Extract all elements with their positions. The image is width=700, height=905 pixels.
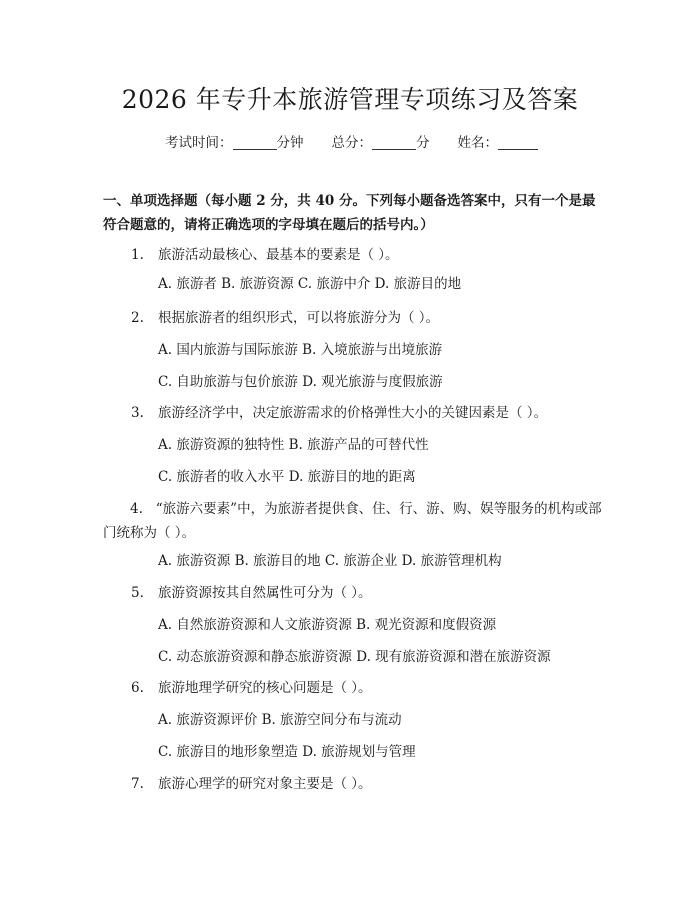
- question-number: 3.: [131, 405, 144, 421]
- question-6-options-c: C. 旅游目的地形象塑造 D. 旅游规划与管理: [158, 744, 416, 760]
- question-number: 2.: [131, 310, 144, 326]
- question-number: 4.: [130, 501, 143, 517]
- question-6-options-a: A. 旅游资源评价 B. 旅游空间分布与流动: [158, 712, 402, 728]
- question-4: [103, 497, 608, 545]
- name-blank: [498, 135, 538, 150]
- question-text: “旅游六要素”中，为旅游者提供食、住、行、游、购、娱等服务的机构或部门统称为（ ）。: [103, 501, 602, 541]
- question-3-options-a: A. 旅游资源的独特性 B. 旅游产品的可替代性: [158, 437, 429, 453]
- question-5-options-c: C. 动态旅游资源和静态旅游资源 D. 现有旅游资源和潜在旅游资源: [158, 649, 551, 665]
- question-6: [131, 678, 372, 698]
- exam-info-line: [165, 131, 538, 151]
- score-label: 总分：: [331, 135, 372, 151]
- question-2: [131, 308, 439, 328]
- question-4-options: A. 旅游资源 B. 旅游目的地 C. 旅游企业 D. 旅游管理机构: [158, 553, 502, 569]
- question-2-options-c: C. 自助旅游与包价旅游 D. 观光旅游与度假旅游: [158, 374, 443, 390]
- question-3: [131, 403, 547, 423]
- question-1-options: A. 旅游者 B. 旅游资源 C. 旅游中介 D. 旅游目的地: [158, 276, 462, 292]
- question-number: 7.: [131, 776, 144, 792]
- score-blank: [372, 135, 416, 150]
- time-unit: 分钟: [276, 135, 304, 151]
- question-1: [131, 245, 399, 265]
- name-label: 姓名：: [457, 135, 498, 151]
- question-5-options-a: A. 自然旅游资源和人文旅游资源 B. 观光资源和度假资源: [158, 617, 497, 633]
- question-7: [131, 774, 372, 794]
- question-text: 根据旅游者的组织形式，可以将旅游分为（ ）。: [158, 310, 440, 326]
- section-heading: 一、单项选择题（每小题 2 分，共 40 分。下列每小题备选答案中，只有一个是最符合题意的，请将正确选项的字母填在题后的括号内。）: [103, 193, 596, 233]
- question-2-options-a: A. 国内旅游与国际旅游 B. 入境旅游与出境旅游: [158, 342, 443, 358]
- question-text: 旅游经济学中，决定旅游需求的价格弹性大小的关键因素是（ ）。: [158, 405, 548, 421]
- question-text: 旅游心理学的研究对象主要是（ ）。: [158, 776, 372, 792]
- question-text: 旅游地理学研究的核心问题是（ ）。: [158, 680, 372, 696]
- question-text: 旅游资源按其自然属性可分为（ ）。: [158, 585, 372, 601]
- page-title: 2026 年专升本旅游管理专项练习及答案: [121, 85, 579, 114]
- question-text: 旅游活动最核心、最基本的要素是（ ）。: [158, 247, 399, 263]
- question-3-options-c: C. 旅游者的收入水平 D. 旅游目的地的距离: [158, 469, 416, 485]
- question-5: [131, 583, 372, 603]
- question-number: 1.: [131, 247, 144, 263]
- score-unit: 分: [416, 135, 430, 151]
- question-number: 5.: [131, 585, 144, 601]
- time-label: 考试时间：: [165, 135, 233, 151]
- time-blank: [233, 135, 277, 150]
- question-number: 6.: [131, 680, 144, 696]
